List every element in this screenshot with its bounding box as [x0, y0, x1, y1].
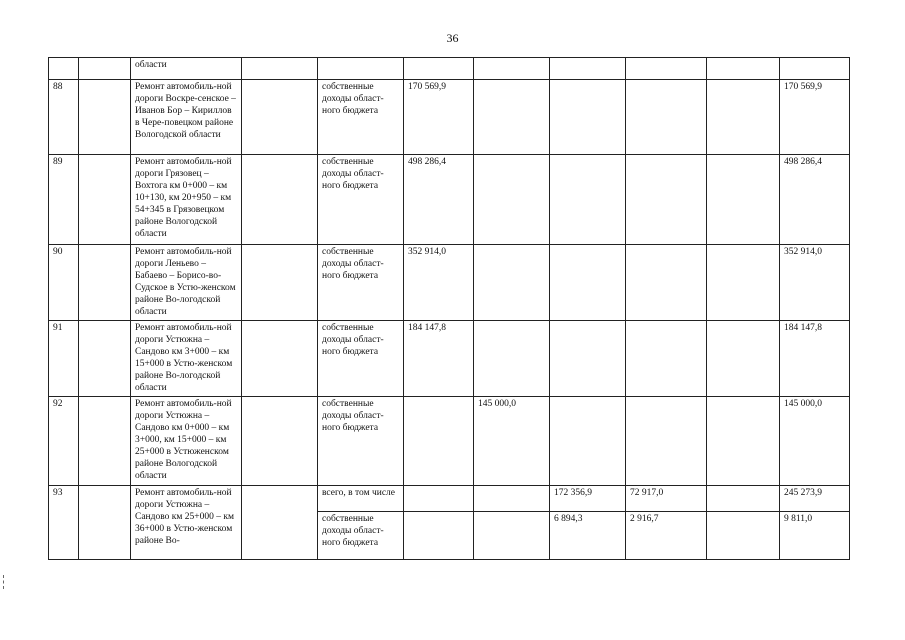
total-cell: 498 286,4 [780, 155, 850, 245]
amount-cell: 170 569,9 [404, 80, 474, 155]
amount-cell [550, 80, 626, 155]
amount-cell: 72 917,0 [626, 486, 707, 512]
amount-cell [626, 155, 707, 245]
total-cell: 9 811,0 [780, 512, 850, 560]
row-number-cell: 92 [49, 397, 79, 486]
table-row [49, 58, 850, 80]
empty-cell [79, 58, 131, 80]
budget-table [48, 57, 850, 560]
total-cell: 170 569,9 [780, 80, 850, 155]
amount-cell: 498 286,4 [404, 155, 474, 245]
total-cell: 245 273,9 [780, 486, 850, 512]
amount-cell [626, 321, 707, 397]
funding-source-cell: собственные доходы област-ного бюджета [318, 397, 404, 486]
amount-cell [404, 58, 474, 80]
row-number-cell: 90 [49, 245, 79, 321]
total-cell: 352 914,0 [780, 245, 850, 321]
total-cell: 145 000,0 [780, 397, 850, 486]
table-row [49, 486, 850, 512]
row-number-cell: 91 [49, 321, 79, 397]
page-number: 36 [446, 31, 459, 45]
funding-source-cell [318, 58, 404, 80]
row-number-cell: 89 [49, 155, 79, 245]
amount-cell [550, 58, 626, 80]
funding-source-cell: собственные доходы област-ного бюджета [318, 321, 404, 397]
empty-cell [242, 397, 318, 486]
amount-cell [707, 245, 780, 321]
amount-cell [707, 512, 780, 560]
total-cell: 184 147,8 [780, 321, 850, 397]
amount-cell [707, 486, 780, 512]
object-name-cell: Ремонт автомобиль-ной дороги Грязовец – Вохтога км 0+000 – км 10+130, км 20+950 – км 54+345 в Грязовецком районе Вологодской области [131, 155, 242, 245]
amount-cell [550, 397, 626, 486]
empty-cell [79, 245, 131, 321]
amount-cell [474, 245, 550, 321]
empty-cell [79, 486, 131, 560]
row-number-cell: 88 [49, 80, 79, 155]
amount-cell [626, 58, 707, 80]
amount-cell [707, 155, 780, 245]
amount-cell: 6 894,3 [550, 512, 626, 560]
empty-cell [79, 397, 131, 486]
amount-cell [474, 155, 550, 245]
empty-cell [242, 321, 318, 397]
scan-margin-mark [3, 575, 6, 589]
empty-cell [79, 80, 131, 155]
amount-cell [626, 245, 707, 321]
funding-source-cell: собственные доходы област-ного бюджета [318, 155, 404, 245]
funding-source-cell: собственные доходы област-ного бюджета [318, 80, 404, 155]
object-name-cell: Ремонт автомобиль-ной дороги Устюжна – Сандово км 3+000 – км 15+000 в Устю-женском районе Во-логодской области [131, 321, 242, 397]
table-row [49, 155, 850, 245]
funding-source-cell: собственные доходы област-ного бюджета [318, 245, 404, 321]
amount-cell [474, 486, 550, 512]
row-number-cell: 93 [49, 486, 79, 560]
empty-cell [242, 245, 318, 321]
amount-cell: 145 000,0 [474, 397, 550, 486]
object-name-cell: Ремонт автомобиль-ной дороги Воскре-сенское – Иванов Бор – Кириллов в Чере-повецком районе Вологодской области [131, 80, 242, 155]
empty-cell [79, 155, 131, 245]
amount-cell [404, 397, 474, 486]
amount-cell [474, 58, 550, 80]
amount-cell: 184 147,8 [404, 321, 474, 397]
amount-cell [626, 80, 707, 155]
total-cell [780, 58, 850, 80]
empty-cell [242, 486, 318, 560]
object-name-cell: Ремонт автомобиль-ной дороги Леньево – Бабаево – Борисо-во-Судское в Устю-женском районе Во-логодской области [131, 245, 242, 321]
table-row [49, 321, 850, 397]
amount-cell [474, 512, 550, 560]
empty-cell [242, 155, 318, 245]
table-row [49, 397, 850, 486]
amount-cell: 172 356,9 [550, 486, 626, 512]
amount-cell [404, 486, 474, 512]
amount-cell [626, 397, 707, 486]
amount-cell [404, 512, 474, 560]
table-row [49, 245, 850, 321]
object-name-cell: Ремонт автомобиль-ной дороги Устюжна – Сандово км 25+000 – км 36+000 в Устю-женском районе Во- [131, 486, 242, 560]
row-number-cell [49, 58, 79, 80]
amount-cell [550, 155, 626, 245]
empty-cell [242, 80, 318, 155]
amount-cell [550, 321, 626, 397]
amount-cell [550, 245, 626, 321]
amount-cell [474, 80, 550, 155]
amount-cell: 2 916,7 [626, 512, 707, 560]
funding-source-cell: всего, в том числе [318, 486, 404, 512]
funding-source-cell: собственные доходы област-ного бюджета [318, 512, 404, 560]
object-name-cell: области [131, 58, 242, 80]
table-row [49, 80, 850, 155]
empty-cell [242, 58, 318, 80]
amount-cell [707, 321, 780, 397]
amount-cell [707, 58, 780, 80]
amount-cell: 352 914,0 [404, 245, 474, 321]
object-name-cell: Ремонт автомобиль-ной дороги Устюжна – Сандово км 0+000 – км 3+000, км 15+000 – км 25+000 в Устюженском районе Вологодской области [131, 397, 242, 486]
empty-cell [79, 321, 131, 397]
amount-cell [474, 321, 550, 397]
amount-cell [707, 80, 780, 155]
amount-cell [707, 397, 780, 486]
